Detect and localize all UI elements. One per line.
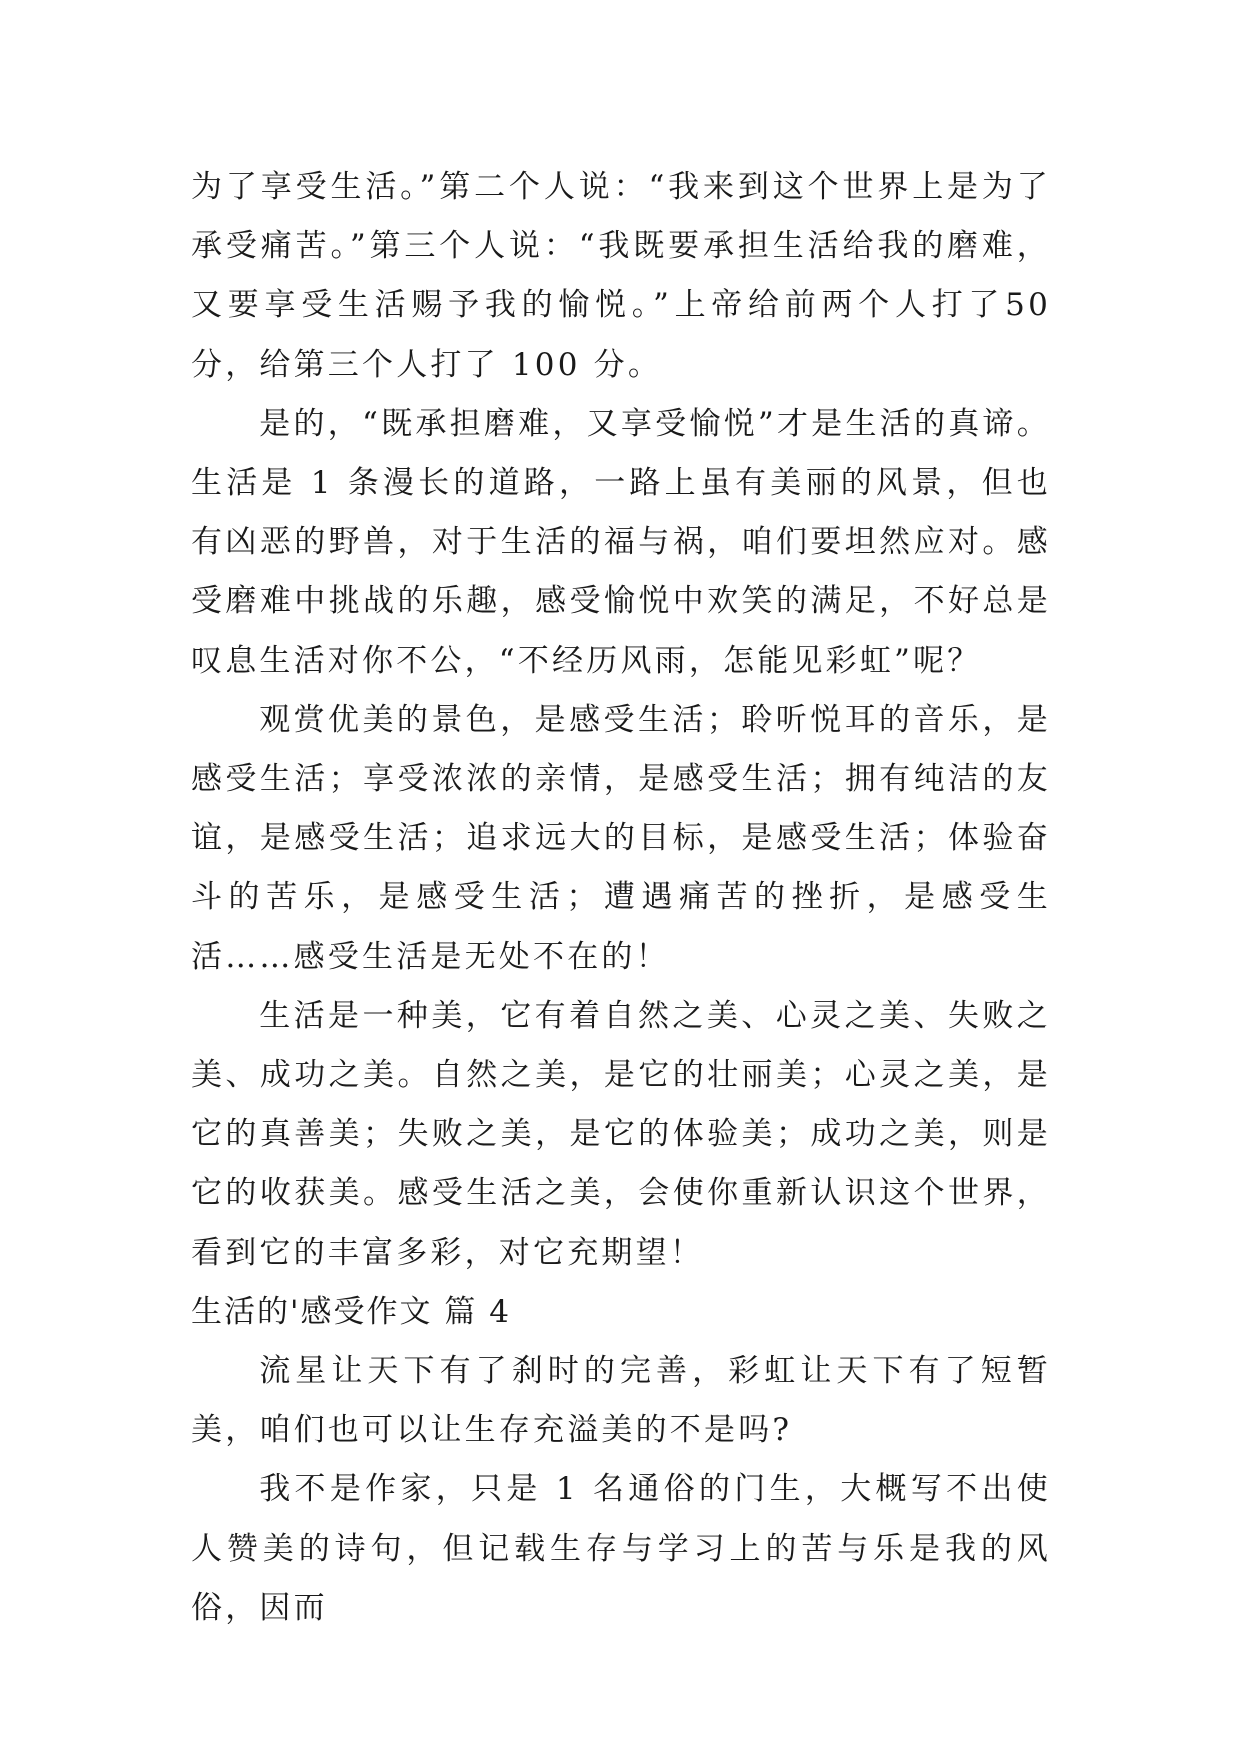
paragraph-6: 我不是作家，只是 1 名通俗的门生，大概写不出使人赞美的诗句，但记载生存与学习上的苦与乐是我的风俗，因而 [191, 1471, 1051, 1626]
paragraph-1: 为了享受生活。”第二个人说：“我来到这个世界上是为了承受痛苦。”第三个人说：“我既要承担生活给我的磨难，又要享受生活赐予我的愉悦。”上帝给前两个人打了50分，给第三个人打了 100 分。 [191, 169, 1051, 383]
paragraph-2: 是的，“既承担磨难，又享受愉悦”才是生活的真谛。生活是 1 条漫长的道路，一路上虽有美丽的风景，但也有凶恶的野兽，对于生活的福与祸，咱们要坦然应对。感受磨难中挑战的乐趣，感受愉悦中欢笑的满足，不好总是叹息生活对你不公，“不经历风雨，怎能见彩虹”呢？ [191, 405, 1051, 679]
paragraph-5: 流星让天下有了刹时的完善，彩虹让天下有了短暂美，咱们也可以让生存充溢美的不是吗? [191, 1353, 1051, 1449]
section-heading: 生活的'感受作文 篇 4 [191, 1293, 511, 1330]
paragraph-4: 生活是一种美，它有着自然之美、心灵之美、失败之美、成功之美。自然之美，是它的壮丽美；心灵之美，是它的真善美；失败之美，是它的体验美；成功之美，则是它的收获美。感受生活之美，会使你重新认识这个世界，看到它的丰富多彩，对它充期望！ [191, 997, 1051, 1271]
document-page [191, 158, 1051, 1638]
paragraph-3: 观赏优美的景色，是感受生活；聆听悦耳的音乐，是感受生活；享受浓浓的亲情，是感受生活；拥有纯洁的友谊，是感受生活；追求远大的目标，是感受生活；体验奋斗的苦乐，是感受生活；遭遇痛苦的挫折，是感受生活……感受生活是无处不在的！ [191, 701, 1051, 975]
